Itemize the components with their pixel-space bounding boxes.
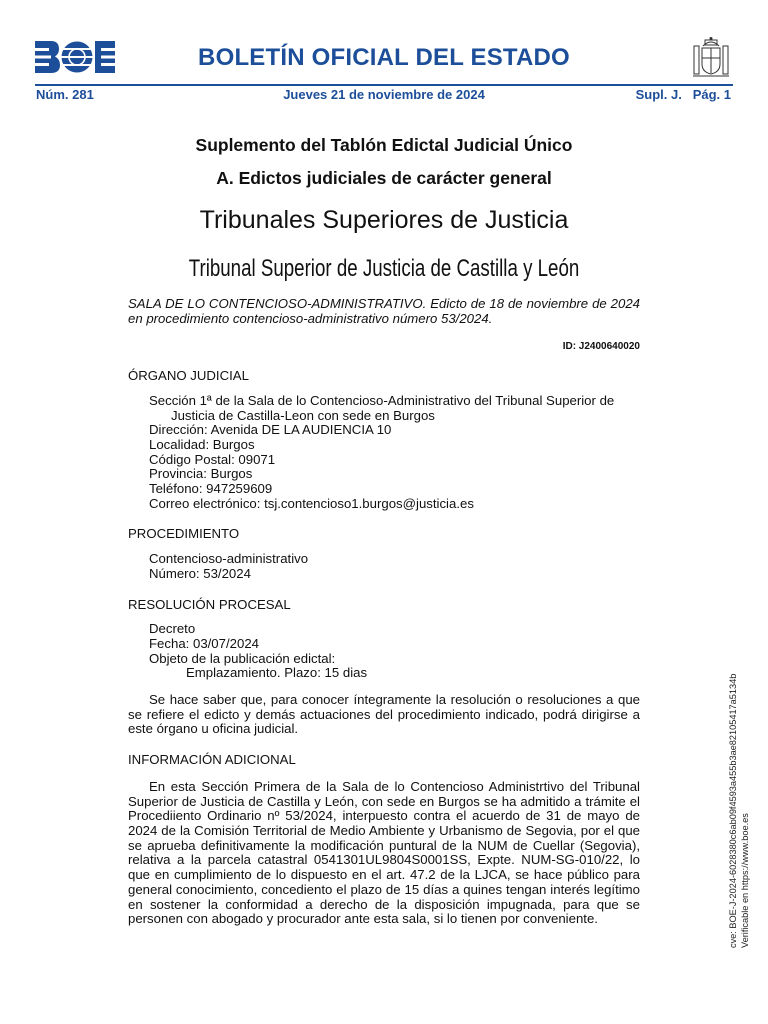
resolucion-heading: RESOLUCIÓN PROCESAL [128, 596, 291, 612]
informacion-heading: INFORMACIÓN ADICIONAL [128, 752, 296, 768]
procedimiento-heading: PROCEDIMIENTO [128, 526, 240, 542]
cve-code: cve: BOE-J-2024-6028380c6ab09f4593a455b3ae82105417a5134b [728, 673, 738, 948]
supplement-title: Suplemento del Tablón Edictal Judicial Único [195, 135, 573, 155]
masthead-title: BOLETÍN OFICIAL DEL ESTADO [198, 44, 570, 71]
resolucion-objeto: Emplazamiento. Plazo: 15 dias [186, 665, 368, 681]
coat-of-arms-icon [691, 36, 731, 80]
issue-number: Núm. 281 [36, 87, 94, 102]
resolucion-objeto-label: Objeto de la publicación edictal: [149, 650, 336, 666]
resolucion-tipo: Decreto [149, 621, 196, 637]
issue-date: Jueves 21 de noviembre de 2024 [283, 87, 485, 102]
verification-sidebar [727, 673, 753, 948]
organo-correo: Correo electrónico: tsj.contencioso1.burgos@justicia.es [149, 495, 474, 511]
boe-logo [35, 41, 115, 73]
document-id: ID: J2400640020 [562, 341, 640, 353]
organo-telefono: Teléfono: 947259609 [149, 481, 273, 497]
procedimiento-tipo: Contencioso-administrativo [149, 551, 309, 567]
page-number: Supl. J. Pág. 1 [635, 87, 731, 102]
organo-codigo-postal: Código Postal: 09071 [149, 451, 276, 467]
organo-provincia: Provincia: Burgos [149, 466, 253, 482]
procedimiento-numero: Número: 53/2024 [149, 565, 251, 581]
verification-link[interactable]: Verificable en https://www.boe.es [740, 813, 750, 948]
informacion-paragraph: En esta Sección Primera de la Sala de lo Contencioso Administrtivo del Tribunal Superior de Justicia de Castilla y León, con sede en Burgos se ha admitido a trámite el Procediiento Ordinario nº 53/2024, interpuesto contra el acuerdo de 31 de mayo de 2024 de la Comisión Territorial de Medio Ambiente y Urbanismo de Segovia, por el que se aprueba definitivamente la modificación puntural de la NUM de Cuellar (Segovia), relativa a la parcela catastral 0541301UL9804S0001SS, Expte. NUM-SG-010/22, lo que en cumplimiento de lo dispuesto en el art. 47.2 de la LJCA, se hace público para general conocimiento, concediento el plazo de 15 días a quines tengan interés legítimo en sostener la conformidad a derecho de la disposición impugnada, para que se personen con abogado y procurador ante esta sala, si lo tienen por conveniente. [128, 778, 640, 927]
header-rule [35, 84, 733, 86]
resolucion-details [128, 622, 640, 681]
court-title: Tribunal Superior de Justicia de Castilla y León [188, 255, 580, 282]
edict-summary: SALA DE LO CONTENCIOSO-ADMINISTRATIVO. Edicto de 18 de noviembre de 2024 en procedimiento contencioso-administrativo número 53/2024. [128, 296, 640, 326]
procedimiento-details [128, 552, 640, 581]
organo-details [128, 394, 640, 512]
aviso-paragraph: Se hace saber que, para conocer íntegramente la resolución o resoluciones a que se refiere el edicto y demás actuaciones del procedimiento indicado, podrá dirigirse a este órgano u oficina judicial. [128, 692, 640, 737]
organo-heading: ÓRGANO JUDICIAL [128, 368, 249, 384]
organo-direccion: Dirección: Avenida DE LA AUDIENCIA 10 [149, 422, 392, 438]
resolucion-fecha: Fecha: 03/07/2024 [149, 635, 259, 651]
edict-body [128, 297, 640, 927]
court-group-title: Tribunales Superiores de Justicia [199, 206, 569, 234]
section-title: A. Edictos judiciales de carácter general [216, 168, 552, 188]
organo-seccion: Sección 1ª de la Sala de lo Contencioso-Administrativo del Tribunal Superior de Justicia de Castilla-Leon con sede en Burgos [149, 392, 615, 423]
organo-localidad: Localidad: Burgos [149, 436, 255, 452]
